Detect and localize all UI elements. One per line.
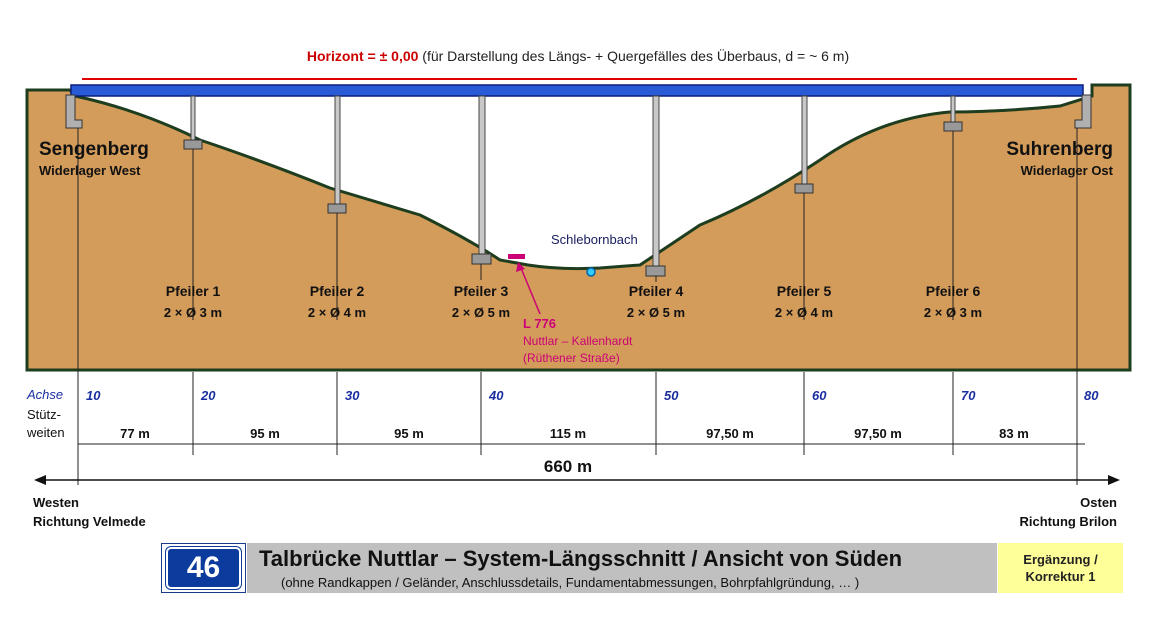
note-line-2: Korrektur 1 <box>1025 569 1096 584</box>
span-value-7: 83 m <box>999 426 1029 441</box>
motorway-number: 46 <box>166 547 241 589</box>
correction-note <box>998 543 1123 593</box>
abutment-west-sub: Widerlager West <box>39 163 141 178</box>
title-box <box>247 543 997 593</box>
pier-1-spec: 2 × Ø 3 m <box>163 305 223 320</box>
abutment-east-name: Suhrenberg <box>1006 139 1113 160</box>
pier-4-name: Pfeiler 4 <box>628 283 684 299</box>
pier-column-2 <box>335 96 340 204</box>
pier-footing-6 <box>944 122 962 131</box>
axis-number-60: 60 <box>812 388 827 403</box>
abutment-west-name: Sengenberg <box>39 139 149 160</box>
road-id: L 776 <box>523 316 557 331</box>
pier-2-name: Pfeiler 2 <box>309 283 365 299</box>
note-line-1: Ergänzung / <box>1023 552 1098 567</box>
pier-3-spec: 2 × Ø 5 m <box>451 305 511 320</box>
axis-number-30: 30 <box>345 388 360 403</box>
pier-footing-3 <box>472 254 491 264</box>
pier-footing-5 <box>795 184 813 193</box>
page-title: Talbrücke Nuttlar – System-Längsschnitt / Ansicht von Süden <box>259 546 903 571</box>
direction-west-1: Westen <box>33 495 79 510</box>
axis-number-70: 70 <box>961 388 976 403</box>
page-subtitle: (ohne Randkappen / Geländer, Anschlussdetails, Fundamentabmessungen, Bohrpfahlgründung, … ) <box>281 575 860 590</box>
pier-footing-2 <box>328 204 346 213</box>
road-line2: (Rüthener Straße) <box>523 351 620 365</box>
motorway-shield <box>161 543 246 593</box>
direction-west-2: Richtung Velmede <box>33 514 146 529</box>
horizon-title: Horizont = ± 0,00 (für Darstellung des Längs- + Quergefälles des Überbaus, d = ~ 6 m) <box>306 48 850 64</box>
axis-number-80: 80 <box>1084 388 1099 403</box>
span-value-2: 95 m <box>250 426 280 441</box>
pier-column-6 <box>951 96 955 122</box>
span-value-6: 97,50 m <box>854 426 902 441</box>
pier-footing-4 <box>646 266 665 276</box>
pier-column-4 <box>653 96 659 266</box>
stream-icon <box>587 268 595 276</box>
pier-6-name: Pfeiler 6 <box>925 283 981 299</box>
arrow-head-east <box>1108 475 1120 485</box>
pier-column-5 <box>802 96 807 184</box>
pier-3-name: Pfeiler 3 <box>453 283 509 299</box>
pier-5-name: Pfeiler 5 <box>776 283 832 299</box>
direction-east-2: Richtung Brilon <box>1019 514 1117 529</box>
axis-number-20: 20 <box>201 388 216 403</box>
bridge-deck <box>71 85 1083 96</box>
pier-column-1 <box>191 96 195 140</box>
direction-east-1: Osten <box>1080 495 1117 510</box>
pier-6-spec: 2 × Ø 3 m <box>923 305 983 320</box>
abutment-east-sub: Widerlager Ost <box>1020 163 1113 178</box>
span-value-3: 95 m <box>394 426 424 441</box>
arrow-head-west <box>34 475 46 485</box>
pier-2-spec: 2 × Ø 4 m <box>307 305 367 320</box>
span-value-4: 115 m <box>549 426 587 441</box>
pier-footing-1 <box>184 140 202 149</box>
spans-label-2: weiten <box>27 425 65 440</box>
axis-number-10: 10 <box>86 388 101 403</box>
road-marker <box>508 254 525 259</box>
span-value-5: 97,50 m <box>706 426 754 441</box>
pier-4-spec: 2 × Ø 5 m <box>626 305 686 320</box>
pier-column-3 <box>479 96 485 254</box>
total-length: 660 m <box>543 457 593 476</box>
span-value-1: 77 m <box>120 426 150 441</box>
stream-label: Schlebornbach <box>551 232 638 247</box>
spans-label-1: Stütz- <box>27 407 61 422</box>
pier-1-name: Pfeiler 1 <box>165 283 221 299</box>
road-line1: Nuttlar – Kallenhardt <box>523 334 633 348</box>
pier-5-spec: 2 × Ø 4 m <box>774 305 834 320</box>
axis-number-50: 50 <box>664 388 679 403</box>
axis-number-40: 40 <box>489 388 504 403</box>
axes-label: Achse <box>27 387 64 402</box>
